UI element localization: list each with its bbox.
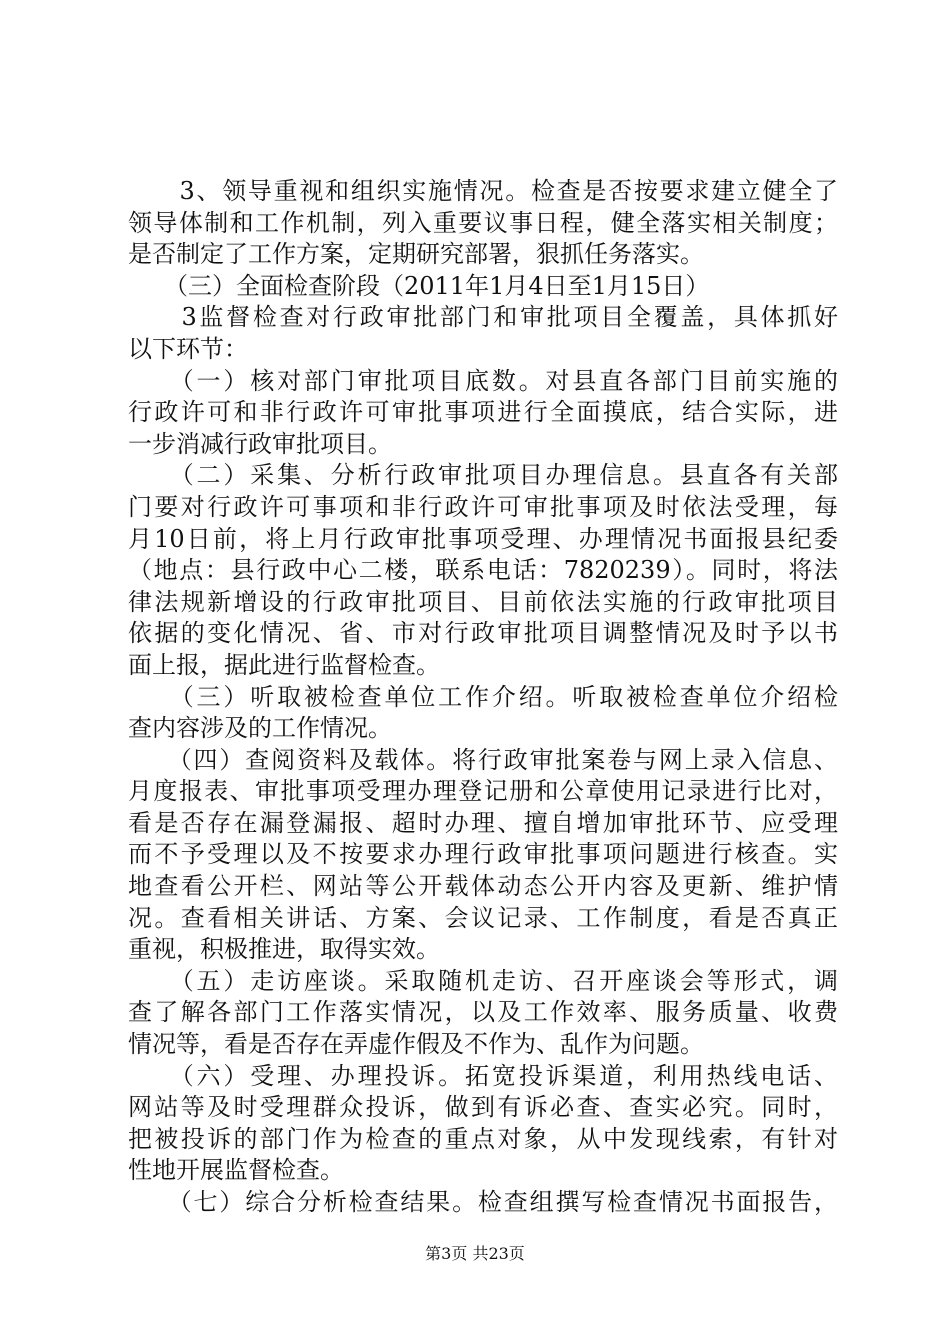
text-line: （五）走访座谈。采取随机走访、召开座谈会等形式，调 (128, 966, 838, 995)
text-line: 面上报，据此进行监督检查。 (128, 650, 440, 679)
text-line: 领导体制和工作机制，列入重要议事日程，健全落实相关制度； (128, 208, 838, 237)
text-line: （三）全面检查阶段（2011年1月4日至1月15日） (128, 271, 710, 300)
text-line: 地查看公开栏、网站等公开载体动态公开内容及更新、维护情 (128, 872, 838, 901)
text-line: 依据的变化情况、省、市对行政审批项目调整情况及时予以书 (128, 619, 838, 648)
text-line: 查内容涉及的工作情况。 (128, 714, 392, 743)
text-line: 查了解各部门工作落实情况，以及工作效率、服务质量、收费 (128, 998, 838, 1027)
text-line: （二）采集、分析行政审批项目办理信息。县直各有关部 (128, 461, 838, 490)
text-line: 性地开展监督检查。 (128, 1156, 344, 1185)
text-line: 把被投诉的部门作为检查的重点对象，从中发现线索，有针对 (128, 1124, 838, 1153)
text-line: 月度报表、审批事项受理办理登记册和公章使用记录进行比对， (128, 777, 838, 806)
page-footer: 第3页 共23页 (425, 1244, 525, 1263)
text-line: 3、领导重视和组织实施情况。检查是否按要求建立健全了 (128, 177, 838, 205)
text-line: （地点：县行政中心二楼，联系电话：7820239）。同时，将法 (128, 556, 838, 585)
text-line: （七）综合分析检查结果。检查组撰写检查情况书面报告， (128, 1188, 838, 1216)
text-line: 月10日前，将上月行政审批事项受理、办理情况书面报县纪委 (128, 524, 838, 553)
text-line: 是否制定了工作方案，定期研究部署，狠抓任务落实。 (128, 240, 704, 269)
text-line: （一）核对部门审批项目底数。对县直各部门目前实施的 (128, 366, 838, 395)
text-line: 3监督检查对行政审批部门和审批项目全覆盖，具体抓好 (128, 303, 838, 332)
text-line: 律法规新增设的行政审批项目、目前依法实施的行政审批项目 (128, 587, 838, 616)
text-line: 而不予受理以及不按要求办理行政审批事项问题进行核查。实 (128, 840, 838, 869)
text-line: 网站等及时受理群众投诉，做到有诉必查、查实必究。同时， (128, 1093, 838, 1122)
text-line: 门要对行政许可事项和非行政许可审批事项及时依法受理，每 (128, 492, 838, 521)
text-line: （三）听取被检查单位工作介绍。听取被检查单位介绍检 (128, 682, 838, 711)
document-body (128, 176, 838, 1219)
text-line: 行政许可和非行政许可审批事项进行全面摸底，结合实际，进 (128, 398, 838, 427)
text-line: 看是否存在漏登漏报、超时办理、擅自增加审批环节、应受理 (128, 808, 838, 837)
text-line: 以下环节： (128, 334, 248, 363)
text-line: 情况等，看是否存在弄虚作假及不作为、乱作为问题。 (128, 1030, 704, 1059)
text-line: 况。查看相关讲话、方案、会议记录、工作制度，看是否真正 (128, 903, 838, 932)
text-line: （四）查阅资料及载体。将行政审批案卷与网上录入信息、 (128, 745, 838, 774)
text-line: 一步消减行政审批项目。 (128, 429, 392, 458)
text-line: （六）受理、办理投诉。拓宽投诉渠道，利用热线电话、 (128, 1061, 838, 1090)
text-line: 重视，积极推进，取得实效。 (128, 935, 440, 964)
